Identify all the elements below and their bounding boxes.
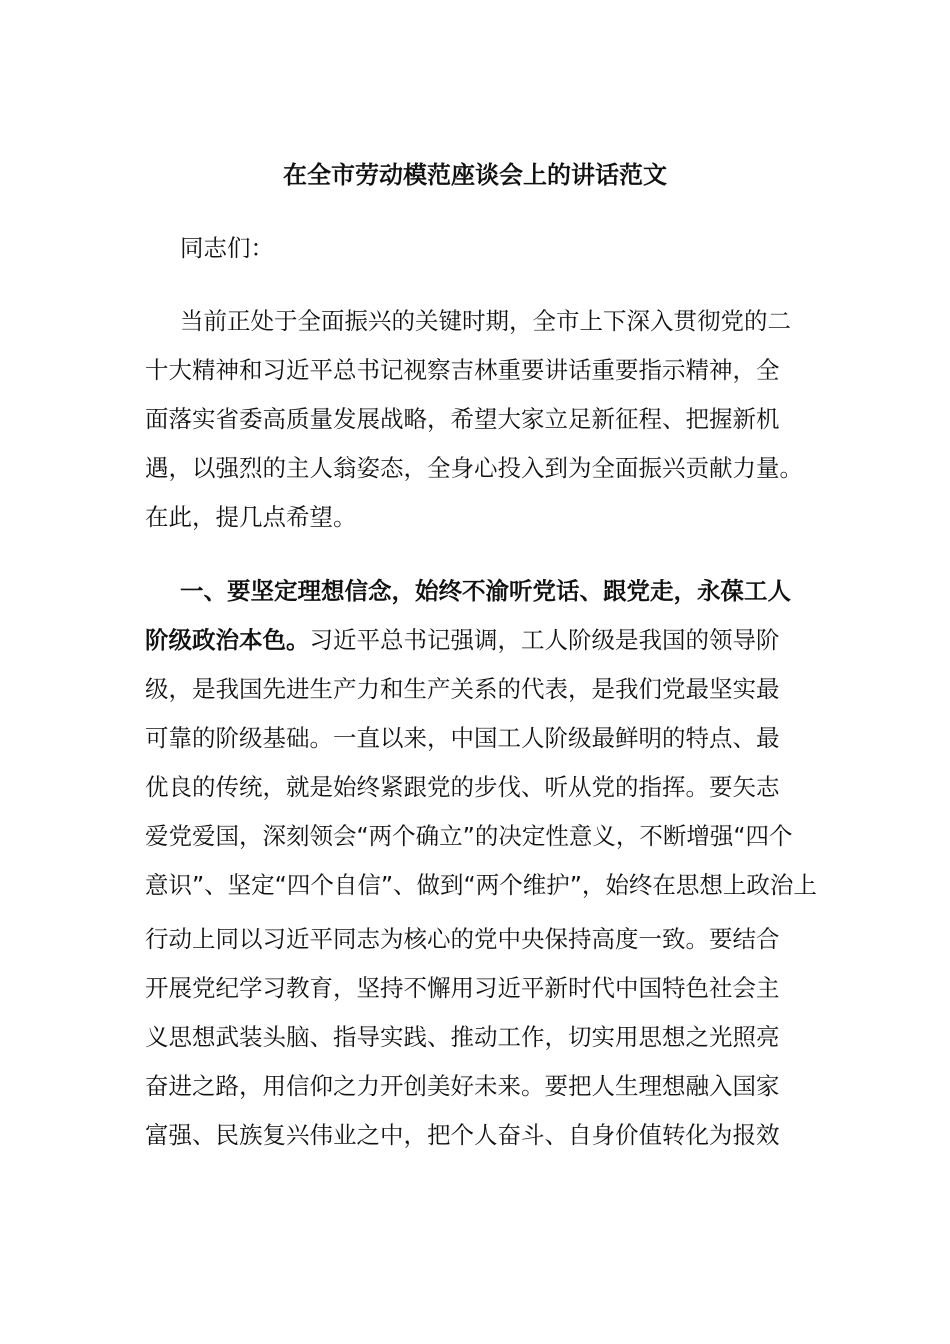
paragraph2-line5: 优良的传统，就是始终紧跟党的步伐、听从党的指挥。要矢志 — [145, 773, 780, 801]
paragraph1-line4: 遇，以强烈的主人翁姿态，全身心投入到为全面振兴贡献力量。 — [145, 454, 803, 482]
paragraph1-line1: 当前正处于全面振兴的关键时期，全市上下深入贯彻党的二 — [180, 307, 791, 335]
paragraph2-line12: 富强、民族复兴伟业之中，把个人奋斗、自身价值转化为报效 — [145, 1121, 780, 1149]
paragraph2-line3: 级，是我国先进生产力和生产关系的代表，是我们党最坚实最 — [145, 675, 780, 703]
paragraph2-line9: 开展党纪学习教育，坚持不懈用习近平新时代中国特色社会主 — [145, 974, 780, 1002]
document-title: 在全市劳动模范座谈会上的讲话范文 — [283, 161, 667, 189]
paragraph2-line8: 行动上同以习近平同志为核心的党中央保持高度一致。要结合 — [145, 925, 780, 953]
paragraph2-line6: 爱党爱国，深刻领会“两个确立”的决定性意义，不断增强“四个 — [145, 822, 793, 850]
paragraph2-line11: 奋进之路，用信仰之力开创美好未来。要把人生理想融入国家 — [145, 1072, 780, 1100]
section-heading-line2: 阶级政治本色。 — [145, 626, 310, 654]
paragraph2-line2-text: 习近平总书记强调，工人阶级是我国的领导阶 — [309, 626, 780, 654]
paragraph2-line2 — [145, 623, 780, 657]
paragraph2-line10: 义思想武装头脑、指导实践、推动工作，切实用思想之光照亮 — [145, 1023, 780, 1051]
paragraph2-line7: 意识”、坚定“四个自信”、做到“两个维护”，始终在思想上政治上 — [145, 871, 817, 899]
section-heading-line1: 一、要坚定理想信念，始终不渝听党话、跟党走，永葆工人 — [180, 577, 791, 605]
paragraph1-line2: 十大精神和习近平总书记视察吉林重要讲话重要指示精神，全 — [145, 356, 780, 384]
paragraph2-line4: 可靠的阶级基础。一直以来，中国工人阶级最鲜明的特点、最 — [145, 724, 780, 752]
salutation: 同志们： — [180, 234, 274, 262]
paragraph1-line3: 面落实省委高质量发展战略，希望大家立足新征程、把握新机 — [145, 405, 780, 433]
paragraph1-line5: 在此，提几点希望。 — [145, 503, 357, 531]
